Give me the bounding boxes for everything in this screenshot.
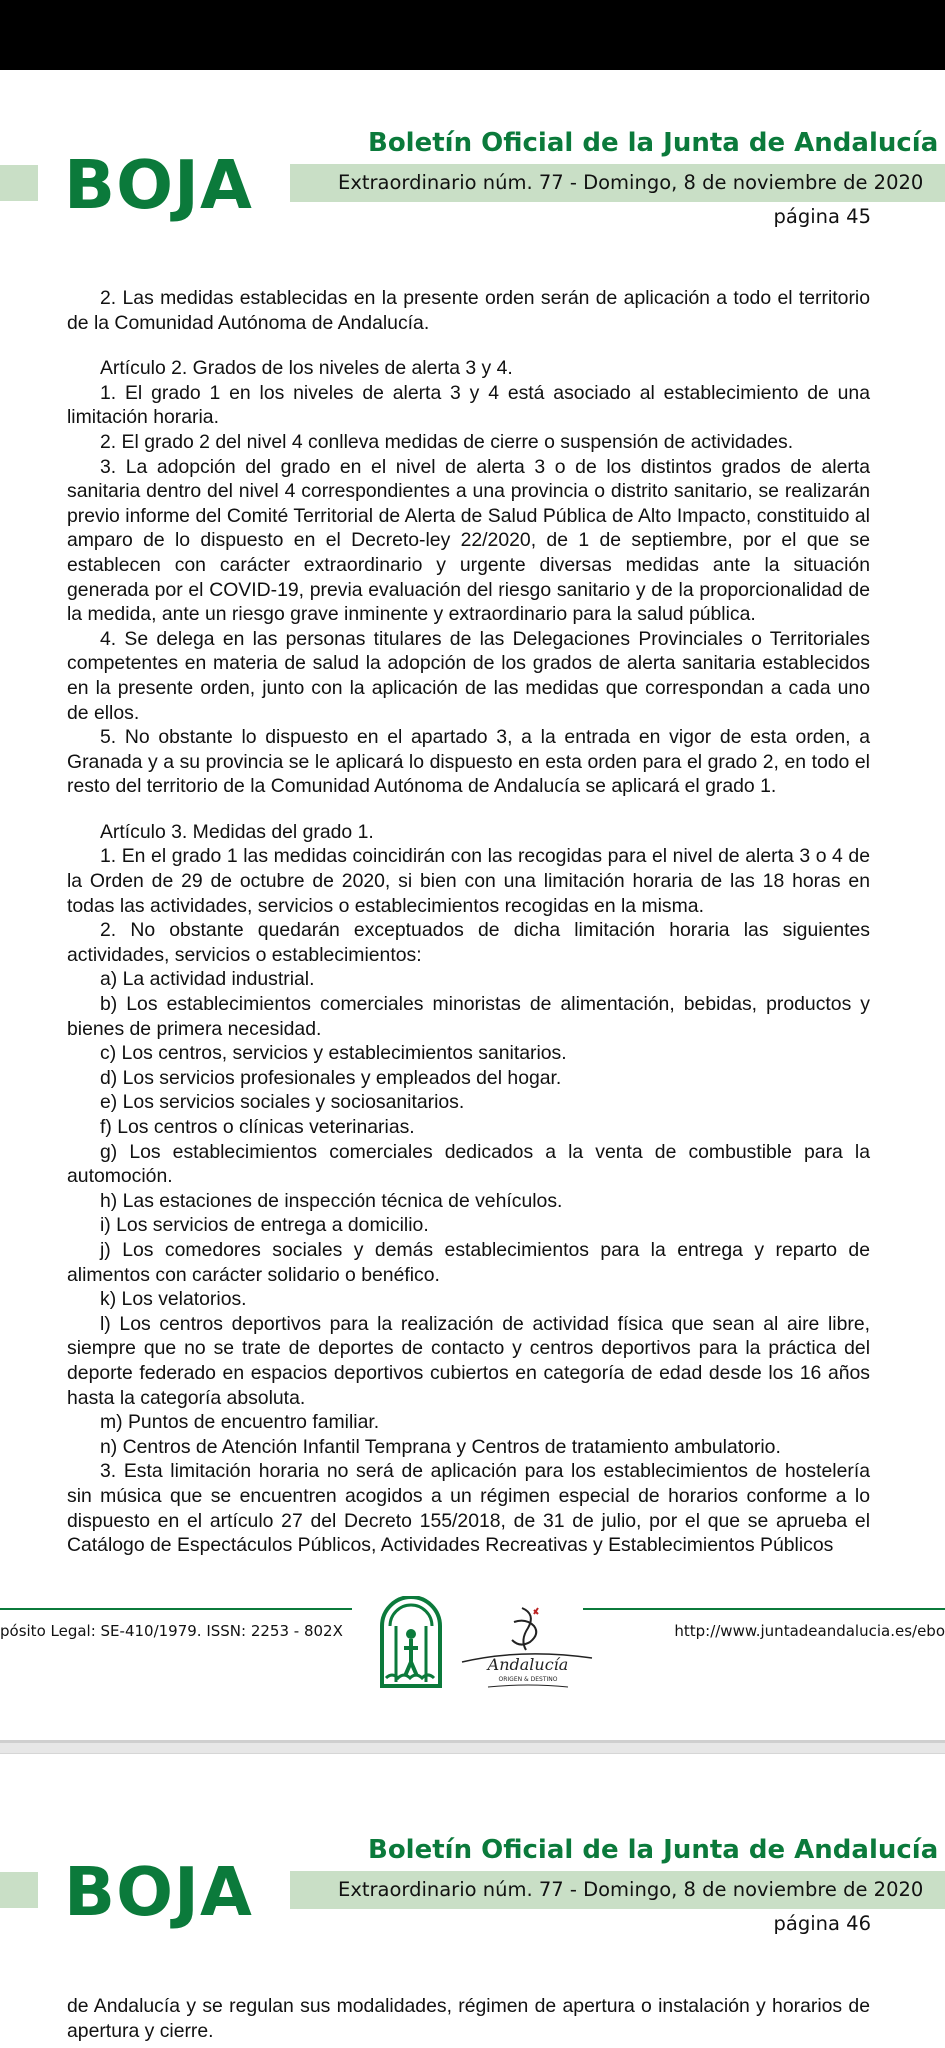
paragraph: 1. El grado 1 en los niveles de alerta 3 y 4 está asociado al establecimiento de una limitación horaria. bbox=[67, 381, 870, 429]
boja-logo: BOJA bbox=[64, 1853, 253, 1931]
list-item: c) Los centros, servicios y establecimientos sanitarios. bbox=[100, 1042, 567, 1065]
paragraph: 2. Las medidas establecidas en la presente orden serán de aplicación a todo el territorio de la Comunidad Autónoma de Andalucía. bbox=[67, 287, 870, 334]
page-number: página 46 bbox=[773, 1912, 871, 1935]
list-item: a) La actividad industrial. bbox=[100, 968, 315, 991]
list-item: n) Centros de Atención Infantil Temprana y Centros de tratamiento ambulatorio. bbox=[100, 1435, 781, 1458]
article-heading: Artículo 2. Grados de los niveles de alerta 3 y 4. bbox=[100, 357, 513, 380]
andalucia-brand-name: Andalucía bbox=[487, 1655, 569, 1674]
list-item: m) Puntos de encuentro familiar. bbox=[100, 1411, 380, 1434]
list-item: i) Los servicios de entrega a domicilio. bbox=[100, 1214, 429, 1237]
page-header bbox=[0, 70, 945, 310]
paragraph: 3. La adopción del grado en el nivel de alerta 3 o de los distintos grados de alerta sanitaria dentro del nivel 4 correspondientes a una provincia o distrito sanitario, se realizarán previo informe del Comité Territorial de Alerta de Salud Pública de Alto Impacto, constituido al amparo de lo dispuesto en el Decreto-ley 22/2020, de 1 de septiembre, por el que se establecen con carácter extraordinario y urgente diversas medidas ante la situación generada por el COVID-19, previa evaluación del riesgo sanitario y de la proporcionalidad de la medida, ante un riesgo grave inminente y extraordinario para la salud pública. bbox=[67, 455, 870, 626]
footer-url[interactable]: http://www.juntadeandalucia.es/ebo bbox=[674, 1622, 945, 1640]
list-item: e) Los servicios sociales y sociosanitarios. bbox=[100, 1091, 465, 1114]
header-band-left bbox=[0, 165, 38, 201]
bulletin-title: Boletín Oficial de la Junta de Andalucía bbox=[368, 1835, 939, 1865]
paragraph: 2. El grado 2 del nivel 4 conlleva medidas de cierre o suspensión de actividades. bbox=[100, 430, 794, 453]
article-heading: Artículo 3. Medidas del grado 1. bbox=[100, 820, 374, 843]
list-item: j) Los comedores sociales y demás establecimientos para la entrega y reparto de alimentos con carácter solidario o benéfico. bbox=[67, 1238, 870, 1286]
boja-logo: BOJA bbox=[64, 146, 253, 224]
page-footer bbox=[0, 1590, 945, 1700]
andalucia-brand-icon bbox=[452, 1600, 602, 1692]
status-bar bbox=[0, 0, 945, 70]
andalucia-brand-tagline: ORIGEN & DESTINO bbox=[498, 1676, 558, 1683]
paragraph: 2. No obstante quedarán exceptuados de dicha limitación horaria las siguientes actividades, servicios o establecimientos: bbox=[67, 919, 870, 966]
list-item: d) Los servicios profesionales y empleados del hogar. bbox=[100, 1066, 562, 1089]
list-item: b) Los establecimientos comerciales minoristas de alimentación, bebidas, productos y bienes de primera necesidad. bbox=[67, 993, 870, 1040]
list-item: h) Las estaciones de inspección técnica de vehículos. bbox=[100, 1189, 563, 1212]
body-text bbox=[67, 286, 870, 1558]
page-separator bbox=[0, 1740, 945, 1754]
legal-deposit: pósito Legal: SE-410/1979. ISSN: 2253 - 802X bbox=[0, 1622, 343, 1640]
list-item: l) Los centros deportivos para la realización de actividad física que sean al aire libre, siempre que no se trate de deportes de contacto y centros deportivos para la práctica del deporte federado en espacios deportivos cubiertos en categoría de edad desde los 16 años hasta la categoría absoluta. bbox=[67, 1312, 870, 1409]
issue-line: Extraordinario núm. 77 - Domingo, 8 de noviembre de 2020 bbox=[338, 171, 924, 194]
footer-rule-right bbox=[583, 1608, 945, 1610]
page-number: página 45 bbox=[773, 205, 871, 228]
document-page-45 bbox=[0, 70, 945, 1740]
paragraph: 1. En el grado 1 las medidas coincidirán con las recogidas para el nivel de alerta 3 o 4 de la Orden de 29 de octubre de 2020, si bien con una limitación horaria de las 18 horas en todas las actividades, servicios o establecimientos recogidas en la misma. bbox=[67, 845, 870, 917]
list-item: g) Los establecimientos comerciales dedicados a la venta de combustible para la automoción. bbox=[67, 1140, 870, 1188]
paragraph: 3. Esta limitación horaria no será de aplicación para los establecimientos de hostelería sin música que se encuentren acogidos a un régimen especial de horarios conforme a lo dispuesto en el artículo 27 del Decreto 155/2018, de 31 de julio, por el que se aprueba el Catálogo de Espectáculos Públicos, Actividades Recreativas y Establecimientos Públicos bbox=[67, 1460, 870, 1557]
footer-rule-left bbox=[0, 1608, 352, 1610]
paragraph: 5. No obstante lo dispuesto en el apartado 3, a la entrada en vigor de esta orden, a Granada y a su provincia se le aplicará lo dispuesto en esta orden para el grado 2, en todo el resto del territorio de la Comunidad Autónoma de Andalucía se aplicará el grado 1. bbox=[67, 726, 870, 798]
junta-shield-icon bbox=[378, 1596, 444, 1690]
page-header bbox=[0, 1754, 945, 1994]
body-text bbox=[67, 1994, 870, 2043]
bulletin-title: Boletín Oficial de la Junta de Andalucía bbox=[368, 128, 939, 158]
document-page-46 bbox=[0, 1754, 945, 2048]
paragraph: de Andalucía y se regulan sus modalidades, régimen de apertura o instalación y horarios de apertura y cierre. bbox=[67, 1995, 870, 2042]
list-item: f) Los centros o clínicas veterinarias. bbox=[100, 1116, 415, 1138]
issue-line: Extraordinario núm. 77 - Domingo, 8 de noviembre de 2020 bbox=[338, 1878, 924, 1901]
header-band-left bbox=[0, 1872, 38, 1908]
list-item: k) Los velatorios. bbox=[100, 1288, 247, 1311]
paragraph: 4. Se delega en las personas titulares de las Delegaciones Provinciales o Territoriales competentes en materia de salud la adopción de los grados de alerta sanitaria establecidos en la presente orden, junto con la aplicación de las medidas que correspondan a cada uno de ellos. bbox=[67, 627, 870, 724]
